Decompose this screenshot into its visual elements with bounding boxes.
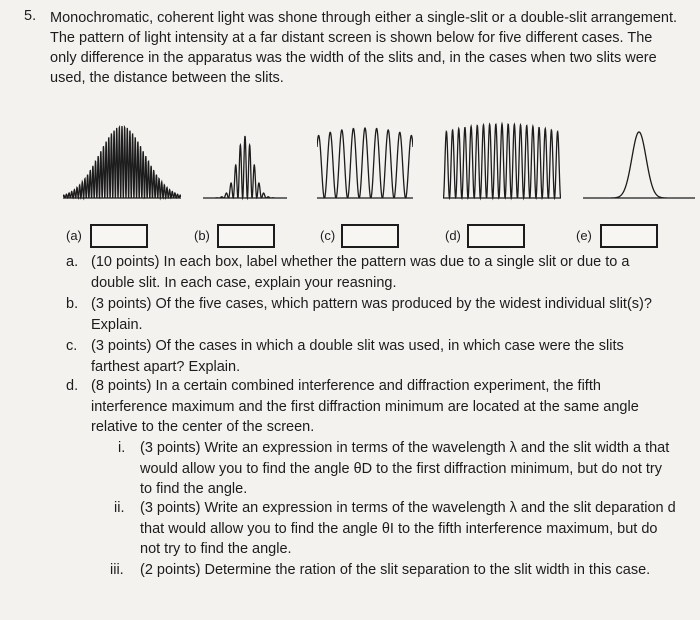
part-d-iii-marker: iii. [110, 562, 124, 578]
case-label-c: (c) [320, 228, 336, 243]
answer-box-b[interactable] [217, 224, 275, 248]
answer-box-e[interactable] [600, 224, 658, 248]
part-d-iii-text: (2 points) Determine the ration of the slit separation to the slit width in this case. [140, 562, 651, 578]
intensity-patterns [55, 110, 695, 210]
question-number: 5. [24, 8, 37, 24]
part-d-text: (8 points) In a certain combined interference and diffraction experiment, the fifth interference maximum and the first diffraction minimum are located at the same angle relative to the center of the screen. [91, 378, 639, 435]
answer-box-d[interactable] [467, 224, 525, 248]
case-label-a: (a) [66, 228, 82, 243]
part-d-ii-marker: ii. [114, 500, 125, 516]
part-d-i-text: (3 points) Write an expression in terms of the wavelength λ and the slit width a that would allow you to find the angle θD to the first diffraction minimum, but do not try to find the angle. [140, 440, 670, 497]
answer-box-a[interactable] [90, 224, 148, 248]
question-intro: Monochromatic, coherent light was shone through either a single-slit or a double-slit arrangement. The pattern of light intensity at a far distant screen is shown below for five different cases. The only difference in the apparatus was the width of the slits and, in the cases when two slits were used, the distance between the slits. [50, 10, 678, 86]
pattern-d [443, 110, 561, 210]
part-d-i-marker: i. [118, 440, 126, 456]
part-a-text: (10 points) In each box, label whether the pattern was due to a single slit or due to a double slit. In each case, explain your reasning. [91, 254, 630, 291]
part-b-marker: b. [66, 296, 79, 312]
answer-box-c[interactable] [341, 224, 399, 248]
part-d-ii-text: (3 points) Write an expression in terms of the wavelength λ and the slit deparation d that would allow you to find the angle θI to the fifth interference maximum, but do not try to find the angle. [140, 500, 676, 557]
case-label-b: (b) [194, 228, 210, 243]
answer-boxes-row [0, 224, 700, 248]
part-c-text: (3 points) Of the cases in which a double slit was used, in which case were the slits farthest apart? Explain. [91, 338, 624, 375]
pattern-b [203, 110, 287, 210]
pattern-a [63, 110, 181, 210]
pattern-c [317, 110, 413, 210]
case-label-d: (d) [445, 228, 461, 243]
pattern-e [583, 110, 695, 210]
part-d-marker: d. [66, 378, 79, 394]
part-b-text: (3 points) Of the five cases, which pattern was produced by the widest individual slit(s)? Explain. [91, 296, 652, 333]
case-label-e: (e) [576, 228, 592, 243]
part-a-marker: a. [66, 254, 79, 270]
part-c-marker: c. [66, 338, 78, 354]
